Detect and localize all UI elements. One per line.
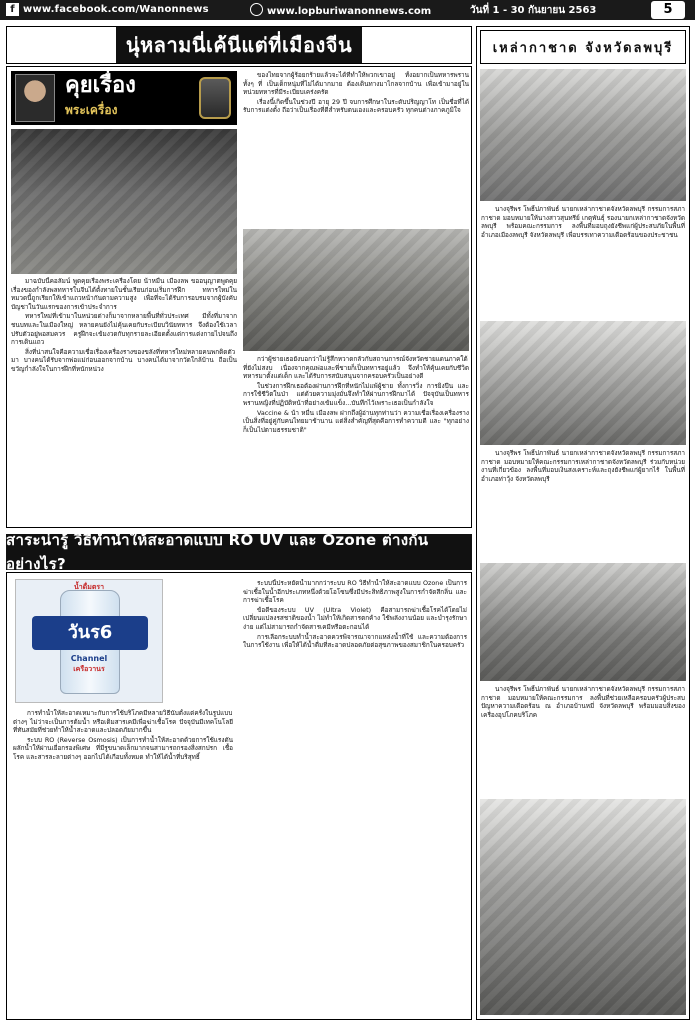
article1-text-right-top: ของไทยจากผู้ร้อยกร้ายแล้วจะได้ที่ทำให้พวกเขาอยู่ ทั้งอยากเป็นทหารพราน ทั้งๆ ที่ เป็นเด็กหนุ่มที่ไม่ได้มากมาย ต้องเดินทางมาไกลจากบ้าน เพื่อเข้ามาอยู่ในหน่วยทหารที่มีระเบียบเคร่งครัด เรื่องนี้เกิดขึ้นในช่วงปี อายุ 29 ปี จบการศึกษาในระดับปริญญาโท เป็นชื่อที่ได้รับการแต่งตั้ง ถือว่าเป็นเรื่องที่ดีสำหรับตนเองและครอบครัว ทุกคนต่างภาคภูมิใจ <box>243 71 469 115</box>
article1-text-left: มาฉบับนี้คอลัมน์ พูดคุยเรื่องพระเครื่องโดย น้าหมื่น เมืองลพ ขออนุญาตพูดคุยเรื่องของกำลังพลทหารในจีนได้ตั้งทายในชั้นเรียนก่อนเริ่มการฝึก ทหารใหม่ในหมวดนี้ถูกเรียกให้เข้าแถวหน้ากันตามความสูง เพื่อที่จะได้รับการอบรมจากผู้บังคับบัญชาในวันแรกของการเข้าประจำการ ทหารใหม่ที่เข้ามาในหน่วยต่างก็มาจากหลายพื้นที่ทั่วประเทศ มีทั้งที่มาจากชนบทและในเมืองใหญ่ หลายคนยังไม่คุ้นเคยกับระเบียบวินัยทหาร จึงต้องใช้เวลาปรับตัวอยู่พอสมควร ครูฝึกจะเข้มงวดกับทุกรายละเอียดตั้งแต่การแต่งกายไปจนถึงการเดินแถว สิ่งที่น่าสนใจคือความเชื่อเรื่องเครื่องรางของขลังที่ทหารใหม่หลายคนพกติดตัวมา บางคนได้รับจากพ่อแม่ก่อนออกจากบ้าน บางคนได้มาจากวัดใกล้บ้าน ถือเป็นขวัญกำลังใจในการฝึกที่หนักหน่วง <box>11 277 237 373</box>
article1 <box>6 66 472 528</box>
left-column <box>6 26 472 1020</box>
water-product-image <box>15 579 163 703</box>
article2-text-left: การทำน้ำให้สะอาดเหมาะกับการใช้บริโภคมีหลายวิธีนับตั้งแต่ครั้งในรูปแบบต่างๆ ไม่ว่าจะเป็นการต้มน้ำ หรือเติมสารเคมีเพื่อฆ่าเชื้อโรค ปัจจุบันมีเทคโนโลยีที่ทันสมัยที่ช่วยทำให้น้ำสะอาดและปลอดภัยมากขึ้น ระบบ RO (Reverse Osmosis) เป็นการทำน้ำให้สะอาดด้วยการใช้แรงดันผลักน้ำให้ผ่านเยื่อกรองพิเศษ ที่มีรูขนาดเล็กมากจนสามารถกรองสิ่งสกปรก เชื้อโรค และสารละลายต่างๆ ออกไปได้เกือบทั้งหมด ทำให้ได้น้ำที่บริสุทธิ์ <box>13 709 233 761</box>
article1-photo-training <box>243 229 469 351</box>
redcross-photo-3 <box>480 563 686 681</box>
product-badge: วันร6 <box>32 616 148 650</box>
article1-photo-soldiers <box>11 129 237 274</box>
column-title: คุยเรื่อง พระเครื่อง <box>65 74 136 122</box>
redcross-text-2: นางจุรีพร โพธิ์ปภาพันธ์ นายกเหล่ากาชาดจังหวัดลพบุรี กรรมการสภากาชาด มอบหมายให้คณะกรรมการเหล่ากาชาดจังหวัดลพบุรี ร่วมกับหน่วยงานที่เกี่ยวข้อง ลงพื้นที่มอบเงินสงเคราะห์และถุงยังชีพแก่ผู้ยากไร้ ในพื้นที่อำเภอท่าวุ้ง จังหวัดลพบุรี <box>481 449 685 483</box>
article1-headline: นุ่หลามนี่เค้นีแต่ที่เมืองจีน <box>116 27 362 63</box>
right-column-redcross <box>476 26 690 1020</box>
redcross-heading: เหล่ากาชาด จังหวัดลพบุรี <box>492 40 674 56</box>
top-bar <box>0 0 695 20</box>
article2-text-right: ระบบนี้ประหยัดน้ำมากกว่าระบบ RO วิธีทำน้ำให้สะอาดแบบ Ozone เป็นการฆ่าเชื้อในน้ำอีกประเภทหนึ่งด้วยโอโซนซึ่งมีประสิทธิภาพสูงในการกำจัดสีกลิ่น และการฆ่าเชื้อโรค ข้อดีของระบบ UV (Ultra Violet) คือสามารถฆ่าเชื้อโรคได้โดยไม่เปลี่ยนแปลงรสชาติของน้ำ ไม่ทำให้เกิดสารตกค้าง ใช้พลังงานน้อย และบำรุงรักษาง่าย แต่ไม่สามารถกำจัดสารเคมีหรือตะกอนได้ การเลือกระบบทำน้ำสะอาดควรพิจารณาจากแหล่งน้ำที่ใช้ และความต้องการในการใช้งาน เพื่อให้ได้น้ำดื่มที่สะอาดปลอดภัยต่อสุขภาพของสมาชิกในครอบครัว <box>243 579 467 650</box>
article2 <box>6 572 472 1020</box>
redcross-photo-2 <box>480 321 686 445</box>
product-top-text: น้ำดื่มตรา <box>73 583 105 591</box>
article1-text-right-bottom: กว่าผู้ชายเธอยังบอกว่าไม่รู้สึกหวาดกลัวกับสถานการณ์จังหวัดชายแดนภาคใต้ที่ยังไม่สงบ เนื่องจากคุณพ่อและพี่ชายก็เป็นทหารอยู่แล้ว จึงทำให้คุ้นเคยกับชีวิตทหารมาตั้งแต่เด็ก และได้รับการสนับสนุนจากครอบครัวเป็นอย่างดี ในช่วงการฝึกเธอต้องผ่านการฝึกที่หนักไม่แพ้ผู้ชาย ทั้งการวิ่ง การยิงปืน และการใช้ชีวิตในป่า แต่ด้วยความมุ่งมั่นจึงทำให้ผ่านการฝึกมาได้ ปัจจุบันเป็นทหารพรานหญิงที่ปฏิบัติหน้าที่อย่างเข้มแข็ง...บันทึกไว้เพราะเธอเป็นกำลังใจ Vaccine & น้า หมื่น เมืองลพ ฝากถึงผู้อ่านทุกท่านว่า ความเชื่อเรื่องเครื่องรางเป็นสิ่งที่อยู่คู่กับคนไทยมาช้านาน แต่สิ่งสำคัญที่สุดคือการทำความดี และ "ทุกอย่างก็เป็นไปตามธรรมชาติ" <box>243 355 469 434</box>
column-subtitle: พระเครื่อง <box>65 103 118 117</box>
redcross-text-3: นางจุรีพร โพธิ์ปภาพันธ์ นายกเหล่ากาชาดจังหวัดลพบุรี กรรมการสภากาชาด มอบหมายให้คณะกรรมการ ลงพื้นที่ช่วยเหลือครอบครัวผู้ประสบปัญหาความเดือดร้อน ณ อำเภอบ้านหมี่ จังหวัดลพบุรี พร้อมมอบสิ่งของเครื่องอุปโภคบริโภค <box>481 685 685 719</box>
redcross-photo-4 <box>480 799 686 1015</box>
redcross-heading-box <box>480 30 686 64</box>
globe-icon <box>250 3 263 16</box>
column-logo <box>11 71 237 125</box>
columnist-portrait <box>15 74 55 122</box>
article2-headline-box <box>6 531 472 573</box>
redcross-photo-1 <box>480 69 686 201</box>
article1-headline-box <box>6 26 472 64</box>
product-sub: เครือวานร <box>73 665 105 673</box>
product-brand: Channel <box>70 654 108 663</box>
website-text: www.lopburiwanonnews.com <box>267 6 432 17</box>
facebook-icon: f <box>6 3 19 16</box>
facebook-url[interactable] <box>6 3 209 16</box>
facebook-text: www.facebook.com/Wanonnews <box>23 4 209 15</box>
issue-date: วันที่ 1 - 30 กันยายน 2563 <box>470 5 597 16</box>
website-url[interactable] <box>250 3 431 17</box>
article2-headline: สาระน่ารู้ วิธีทำน้ำให้สะอาดแบบ RO UV และ Ozone ต่างกันอย่างไร? <box>6 531 429 573</box>
redcross-text-1: นางจุรีพร โพธิ์ปภาพันธ์ นายกเหล่ากาชาดจังหวัดลพบุรี กรรมการสภากาชาด มอบหมายให้นางสาวสุนทรีย์ เกตุพันธุ์ รองนายกเหล่ากาชาดจังหวัดลพบุรี พร้อมคณะกรรมการ ลงพื้นที่มอบถุงยังชีพแก่ผู้ประสบภัยในพื้นที่อำเภอเมืองลพบุรี จังหวัดลพบุรี เพื่อบรรเทาความเดือดร้อนของประชาชน <box>481 205 685 239</box>
page-number: 5 <box>651 1 685 19</box>
amulet-image <box>199 77 231 119</box>
